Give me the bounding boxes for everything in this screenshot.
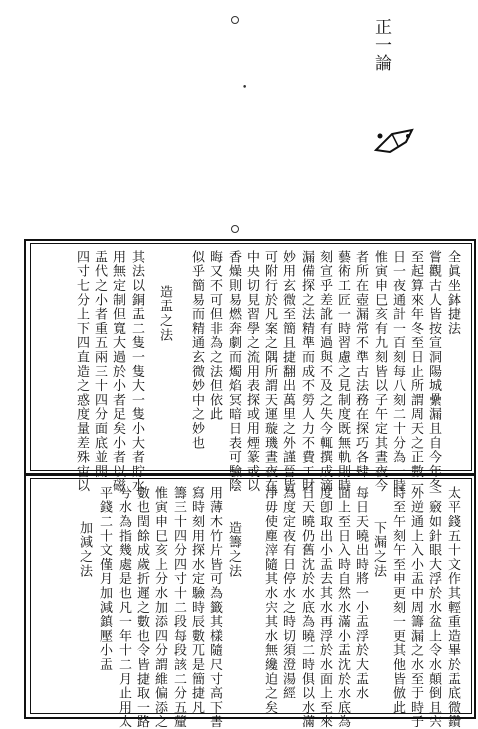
- text-column: 香燥則易燃奔劇而燭焰冥暗日表可驗陰: [226, 250, 241, 494]
- text-column: 日一夜通計一百刻每八刻二十分為一時: [390, 250, 405, 494]
- text-column: 為度定夜有日停水之時切須澄湯經: [280, 486, 295, 701]
- text-column: 者所在壺漏常不準古法務在探巧各肆: [353, 250, 368, 479]
- section-heading: 下漏之法: [371, 521, 386, 579]
- ink-seal-mark: [372, 126, 416, 156]
- text-column: 至起算來年冬至日止所謂周天之正數一: [408, 250, 423, 494]
- text-column: 惟寅申巳亥上分水加添四分謂維偏添之: [152, 486, 167, 729]
- section-heading: 造盂之法: [157, 285, 172, 343]
- text-column: 藝術工匠一時習慮之見制度既無軌則時: [335, 250, 350, 494]
- text-column: 晦又不可但非為之法但依此: [207, 250, 222, 422]
- text-column: 用薄木竹片皆可為籤其樣隨尺寸高下書: [207, 486, 222, 729]
- text-column: 刻宣乎差訛有過與不及之失今輒撰成滴: [317, 250, 332, 494]
- section-heading: 加減之法: [77, 521, 92, 579]
- text-column: 中央切見習學之流用表探或用煙篆或以: [244, 250, 259, 494]
- text-column: 妙用玄微至簡且捷翻出萬里之外謹晉皆: [280, 250, 295, 494]
- text-column: 日天曉仍舊沈於水底為曉二時俱以水滿: [299, 486, 314, 729]
- text-column: 數也閏餘成歲折遲之數也令皆捷取一路: [134, 486, 149, 729]
- text-column: 惟寅申巳亥有九刻皆以子午定其晝夜今: [372, 250, 387, 494]
- text-column: 嘗觀古人皆按宣洞陽城纍漏且自今年冬: [426, 250, 441, 494]
- text-column: 寫時刻用探水定驗時辰數兀是簡捷凡: [189, 486, 204, 715]
- binding-hole-middle: [231, 225, 239, 233]
- text-column: 外逆通上入小盂中周籌漏之水至于時子: [408, 486, 423, 729]
- text-column: 一竅如針眼大浮於水盆上令水顛倒且宍: [426, 486, 441, 729]
- text-column: 每日天曉出時將一小盂浮於大盂水: [353, 486, 368, 701]
- fold-title: 正一論: [371, 18, 391, 72]
- text-column: 平錢二十文僅月加減鎮壓小盂: [97, 486, 112, 672]
- text-column: 漏備探之法精準而成不勞人力不費工財: [299, 250, 314, 494]
- text-column: 時至午刻午至申更刻一更其他皆倣此: [390, 486, 405, 715]
- text-column: 兮水為指幾處是也凡一年十二月止用太: [116, 486, 131, 729]
- text-column: 面上至日入時自然水滿小盂沈於水底為: [335, 486, 350, 729]
- text-column: 籌三十四分四寸十二段每段該二分五釐: [171, 486, 186, 729]
- text-column: 其法以銅盂二隻一隻大一隻小大者貯水: [129, 250, 144, 494]
- text-column: 似乎簡易而精通玄微妙中之妙也: [189, 250, 204, 451]
- fold-mark: •: [242, 83, 248, 93]
- text-column: 度卽取出小盂去其水再浮於水面上至來: [317, 486, 332, 729]
- text-column: 全眞坐鉢捷法: [445, 250, 460, 336]
- binding-hole-top: [231, 16, 239, 24]
- text-column: 盂代之小者重五兩三十四分面底並開: [92, 250, 107, 479]
- text-column: 太平錢五十文作其輕重造畢於盂底微鑽: [445, 486, 460, 729]
- section-heading: 造籌之法: [226, 521, 241, 579]
- text-column: 四寸七分上下四直造之惑度量差殊宙以: [74, 250, 89, 494]
- text-column: 可附行於凡案之隅所謂天運璇璣晝夜在: [262, 250, 277, 494]
- text-column: 淨毋使塵滓隨其水宍其水無纔迫之矣: [262, 486, 277, 715]
- text-column: 用無定制但寬大過於小者足矣小者以磁: [110, 250, 125, 494]
